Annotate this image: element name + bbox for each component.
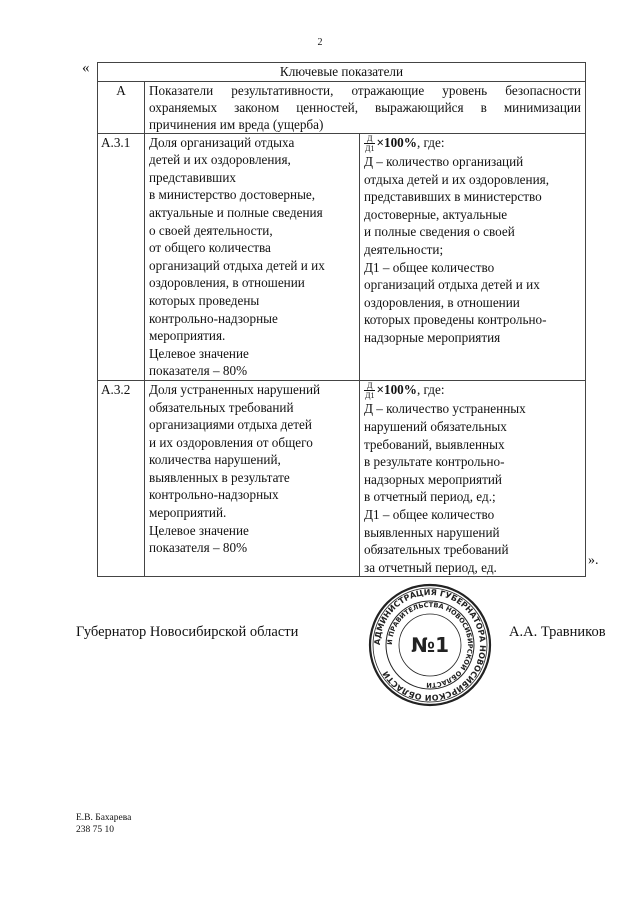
text-line: за отчетный период, ед. [364,559,497,575]
opening-quote: « [82,60,90,76]
page-number: 2 [317,37,323,48]
text-line: представивших [149,169,236,185]
indicator-formula-cell [360,133,586,380]
indicator-code: А.3.2 [98,380,145,576]
formula-numerator: Д [364,381,375,391]
indicator-code: А.3.1 [98,133,145,380]
text-line: Целевое значение [149,522,249,538]
table-title: Ключевые показатели [98,63,586,82]
text-line: требований, выявленных [364,436,505,452]
indicator-row-a32 [98,380,586,576]
section-row [98,81,586,133]
indicator-formula-cell [360,380,586,576]
text-line: оздоровления, в отношении [149,275,305,291]
official-seal [368,583,492,707]
text-line: от общего количества [149,240,271,256]
formula-explanation [364,400,581,576]
text-line: о своей деятельности, [149,222,273,238]
signatory-position: Губернатор Новосибирской области [76,624,299,640]
section-description: Показатели результативности, отражающие уровень безопасности охраняемых законом ценностей, выражающийся в минимизации причинения им вреда (ущерба) [145,81,586,133]
indicator-description [145,133,360,380]
indicator-row-a31 [98,133,586,380]
text-line: контрольно-надзорные [149,310,278,326]
text-line: и их оздоровления от общего [149,434,313,450]
text-line: выявленных нарушений [364,524,500,540]
formula-tail: , где: [416,134,445,150]
indicator-text [149,134,355,380]
text-line: Целевое значение [149,345,249,361]
text-line: обязательных требований [364,542,509,558]
footer-author: Е.В. Бахарева [76,813,132,823]
signatory-name: А.А. Травников [509,624,606,640]
text-line: в отчетный период, ед.; [364,489,496,505]
text-line: контрольно-надзорных [149,487,279,503]
text-line: Д – количество организаций [364,154,524,170]
text-line: выявленных в результате [149,469,290,485]
formula-fraction [364,134,375,153]
formula-line [364,381,581,400]
formula-denominator: Д1 [365,391,375,401]
text-line: деятельности; [364,242,444,258]
closing-quote: ». [588,553,599,568]
text-line: обязательных требований [149,399,294,415]
text-line: мероприятий. [149,505,227,521]
section-code: А [98,81,145,133]
formula-tail: , где: [416,381,445,397]
text-line: надзорных мероприятий [364,471,502,487]
text-line: Д1 – общее количество [364,259,495,275]
text-line: Д – количество устраненных [364,401,526,417]
seal-inner-text: И ПРАВИТЕЛЬСТВА НОВОСИБИРСКОЙ ОБЛАСТИ [385,600,475,690]
formula-explanation [364,153,581,347]
text-line: достоверные, актуальные [364,206,508,222]
footer-phone: 238 75 10 [76,825,114,835]
text-line: организаций отдыха детей и их [149,257,325,273]
text-line: в результате контрольно- [364,454,505,470]
text-line: которых проведены [149,292,260,308]
formula-line [364,134,581,153]
text-line: отдыха детей и их оздоровления, [364,171,550,187]
text-line: и полные сведения о своей [364,224,515,240]
text-line: организациями отдыха детей [149,417,312,433]
text-line: Д1 – общее количество [364,506,495,522]
document-footer [76,812,131,836]
text-line: которых проведены контрольно- [364,312,547,328]
text-line: актуальные и полные сведения [149,204,323,220]
text-line: в министерство достоверные, [149,187,316,203]
indicator-text [149,381,355,557]
seal-outer-text: АДМИНИСТРАЦИЯ ГУБЕРНАТОРА НОВОСИБИРСКОЙ ОБЛАСТИ [372,587,488,703]
formula-multiplier: ×100% [376,381,417,397]
formula-multiplier: ×100% [376,134,417,150]
table-title-row [98,63,586,82]
indicator-description [145,380,360,576]
text-line: Доля устраненных нарушений [149,381,321,397]
formula-numerator: Д [364,134,375,144]
text-line: представивших в министерство [364,189,542,205]
key-indicators-table [97,62,586,577]
seal-center-number: №1 [411,633,449,657]
text-line: показателя – 80% [149,540,248,556]
text-line: надзорные мероприятия [364,330,501,345]
text-line: нарушений обязательных [364,418,507,434]
text-line: организаций отдыха детей и их [364,277,540,293]
text-line: количества нарушений, [149,452,281,468]
text-line: детей и их оздоровления, [149,152,291,168]
text-line: мероприятия. [149,328,226,344]
text-line: оздоровления, в отношении [364,294,520,310]
formula-denominator: Д1 [365,144,375,154]
formula-fraction [364,381,375,400]
text-line: Доля организаций отдыха [149,134,295,150]
text-line: показателя – 80% [149,363,248,379]
